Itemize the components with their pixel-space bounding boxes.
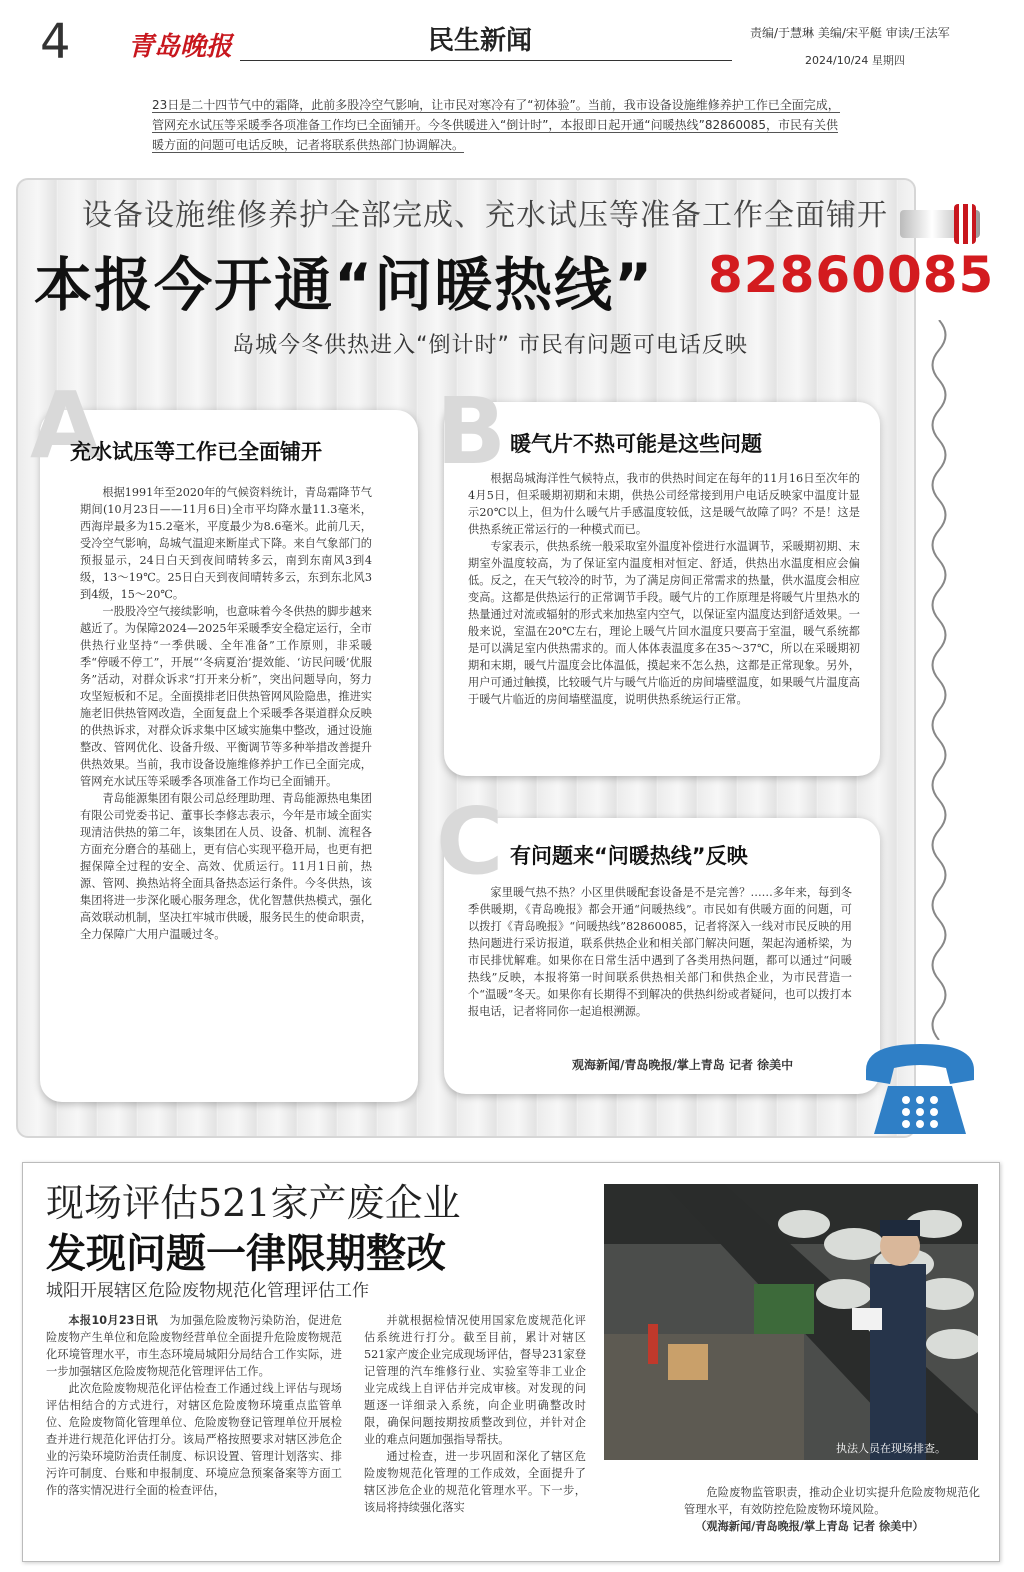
section-c-body [468,884,852,1020]
section-c-paragraph: 家里暖气热不热？小区里供暖配套设备是不是完善？……多年来，每到冬季供暖期，《青岛晚报》都会开通“问暖热线”。市民如有供暖方面的问题，可以拨打《青岛晚报》“问暖热线”82860085，记者将深入一线对市民反映的用热问题进行采访报道，联系供热企业和相关部门解决问题，架起沟通桥梁，为市民排忧解难。如果你在日常生活中遇到了各类用热问题，都可以通过“问暖热线”反映，本报将第一时间联系供热相关部门和供热企业，为市民营造一个“温暖”冬天。如果你有长期得不到解决的供热纠纷或者疑问，也可以拨打本报电话，记者将同你一起追根溯源。 [468,886,852,1018]
section-a-paragraph: 青岛能源集团有限公司总经理助理、青岛能源热电集团有限公司党委书记、董事长李修志表示，今年是市域全面实现清洁供热的第二年，该集团在人员、设备、机制、流程各方面充分磨合的基础上，更有信心实现平稳开局，也更有把握保障全过程的安全、高效、优质运行。11月1日前，热源、管网、换热站将全面具备热态运行条件。今冬供热，该集团将进一步深化暖心服务理念，优化智慧供热模式，强化高效联动机制，坚决扛牢城市供暖，服务民生的使命职责，全力保障广大用户温暖过冬。 [80,792,372,941]
section-b-paragraph: 根据岛城海洋性气候特点，我市的供热时间定在每年的11月16日至次年的4月5日，但采暖期初期和末期，供热公司经常接到用户电话反映家中温度计显示20℃以上，但为什么暖气片手感温度较低，这是暖气故障了吗？不是！这是供热系统正常运行的一种模式而已。 [468,472,860,536]
section-b-body [468,470,860,708]
article2-column-1 [46,1312,342,1499]
article2-paragraph: 此次危险废物规范化评估检查工作通过线上评估与现场评估相结合的方式进行，对辖区危险废物环境重点监管单位、危险废物简化管理单位、危险废物登记管理单位开展检查并进行规范化评估打分。该局严格按照要求对辖区涉危企业的污染环境防治责任制度、标识设置、管理计划落实、排污许可制度、台账和申报制度、环境应急预案备案等方面工作的落实情况进行全面的检查评估， [46,1382,342,1497]
main-headline: 本报今开通“问暖热线” [34,251,655,319]
section-a-paragraph: 一股股冷空气接续影响，也意味着今冬供热的脚步越来越近了。为保障2024—2025年采暖季安全稳定运行，全市供热行业坚持“一季供暖、全年准备”工作原则，非采暖季“停暖不停工”，开展“‘冬病夏治’提效能、‘访民问暖’优服务”活动，对群众诉求“打开来分析”，突出问题导向，努力攻坚短板和不足。全面摸排老旧供热管网风险隐患，推进实施老旧供热管网改造，全面复盘上个采暖季各渠道群众反映的供热诉求，对群众诉求集中区域实施集中整改，通过设施整改、管网优化、设备升级、平衡调节等多种举措改善提升供热效果。当前，我市设备设施维修养护工作已全面完成，管网充水试压等采暖季各项准备工作均已全面铺开。 [80,605,372,788]
editors-line: 责编/于慧琳 美编/宋平艇 审读/王法军 [750,26,950,40]
warehouse-scene-image [604,1184,978,1460]
issue-date: 2024/10/24 星期四 [805,54,905,67]
article2-paragraph: 通过检查，进一步巩固和深化了辖区危险废物规范化管理的工作成效，全面提升了辖区涉危企业的规范化管理水平。下一步，该局将持续强化落实 [364,1450,586,1514]
article2-lead: 本报10月23日讯 [68,1314,158,1327]
section-c-letter: C [436,788,504,895]
article2-title-line1: 现场评估521家产废企业 [46,1181,461,1225]
newspaper-logo: 青岛晚报 [128,32,233,62]
article2-paragraph: 危险废物监管职责，推动企业切实提升危险废物规范化管理水平，有效防控危险废物环境风险。 [684,1486,980,1516]
hotline-number: 82860085 [708,246,995,304]
sub-headline: 岛城今冬供热进入“倒计时” 市民有问题可电话反映 [232,333,748,358]
article2-title-line2: 发现问题一律限期整改 [46,1231,446,1277]
section-b-letter: B [436,378,507,485]
telephone-icon [858,1030,982,1140]
article2-byline: （观海新闻/青岛晚报/掌上青岛 记者 徐美中） [695,1520,924,1533]
intro-text: 23日是二十四节气中的霜降，此前多股冷空气影响，让市民对寒冷有了“初体验”。当前，我市设备设施维修养护工作已全面完成，管网充水试压等采暖季各项准备工作均已全面铺开。今冬供暖进入“倒计时”，本报即日起开通“问暖热线”82860085，市民有关供暖方面的问题可电话反映，记者将联系供热部门协调解决。 [152,98,840,152]
article2-column-3 [684,1484,980,1535]
section-c-byline: 观海新闻/青岛晚报/掌上青岛 记者 徐美中 [572,1058,794,1072]
article2-column-2 [364,1312,586,1516]
section-title: 民生新闻 [427,26,532,56]
article2-subtitle: 城阳开展辖区危险废物规范化管理评估工作 [46,1281,369,1301]
pre-title: 设备设施维修养护全部完成、充水试压等准备工作全面铺开 [82,198,888,233]
wavy-pipe-icon [924,320,954,1040]
page-number: 4 [40,14,71,70]
section-a-paragraph: 根据1991年至2020年的气候资料统计，青岛霜降节气期间(10月23日——11月6日)全市平均降水量11.3毫米，西海岸最多为15.2毫米，平度最少为8.6毫米。此前几天，受冷空气影响，岛城气温迎来断崖式下降。来自气象部门的预报显示，24日白天到夜间晴转多云，南到东南风3到4级，13～19℃。25日白天到夜间晴转多云，东到东北风3到4级，15～20℃。 [80,486,372,601]
section-a-body [80,484,372,943]
intro-paragraph [152,95,842,155]
article2-paragraph: 并就根据检情况使用国家危废规范化评估系统进行打分。截至目前，累计对辖区521家产废企业完成现场评估，督导231家登记管理的汽车维修行业、实验室等非工业企业完成线上自评估并完成审核。对发现的问题逐一详细录入系统，向企业明确整改时限，确保问题按期按质整改到位，并针对企业的难点问题加强指导帮扶。 [364,1314,586,1446]
section-b-heading: 暖气片不热可能是这些问题 [510,432,762,456]
inspection-photo [604,1184,978,1460]
header-rule [240,60,732,61]
article2-paragraph: 为加强危险废物污染防治，促进危险废物产生单位和危险废物经营单位全面提升危险废物规范化环境管理水平，市生态环境局城阳分局结合工作实际，进一步加强辖区危险废物规范化管理评估工作。 [46,1314,342,1378]
section-c-heading: 有问题来“问暖热线”反映 [510,844,748,868]
section-b-paragraph: 专家表示，供热系统一般采取室外温度补偿进行水温调节，采暖期初期、末期室外温度较高，为了保证室内温度相对恒定、舒适，供热出水温度相应会偏低。反之，在天气较冷的时节，为了满足房间正常需求的热量，供水温度会相应变高。这都是供热运行的正常调节手段。暖气片的工作原理是将暖气片里热水的热量通过对流或辐射的形式来加热室内空气，以保证室内温度达到舒适效果。一般来说，室温在20℃左右，理论上暖气片回水温度只要高于室温，暖气系统都是可以满足室内供热需求的。而人体体表温度多在35～37℃，所以在采暖期初期和末期，暖气片温度会比体温低，摸起来不怎么热，这都是正常现象。另外，用户可通过触摸，比较暖气片与暖气片临近的房间墙壁温度，如果暖气片温度高于暖气片临近的房间墙壁温度，说明供热系统运行正常。 [468,540,860,706]
photo-caption: 执法人员在现场排查。 [836,1442,946,1455]
section-a-letter: A [30,372,102,479]
section-a-heading: 充水试压等工作已全面铺开 [70,440,322,464]
